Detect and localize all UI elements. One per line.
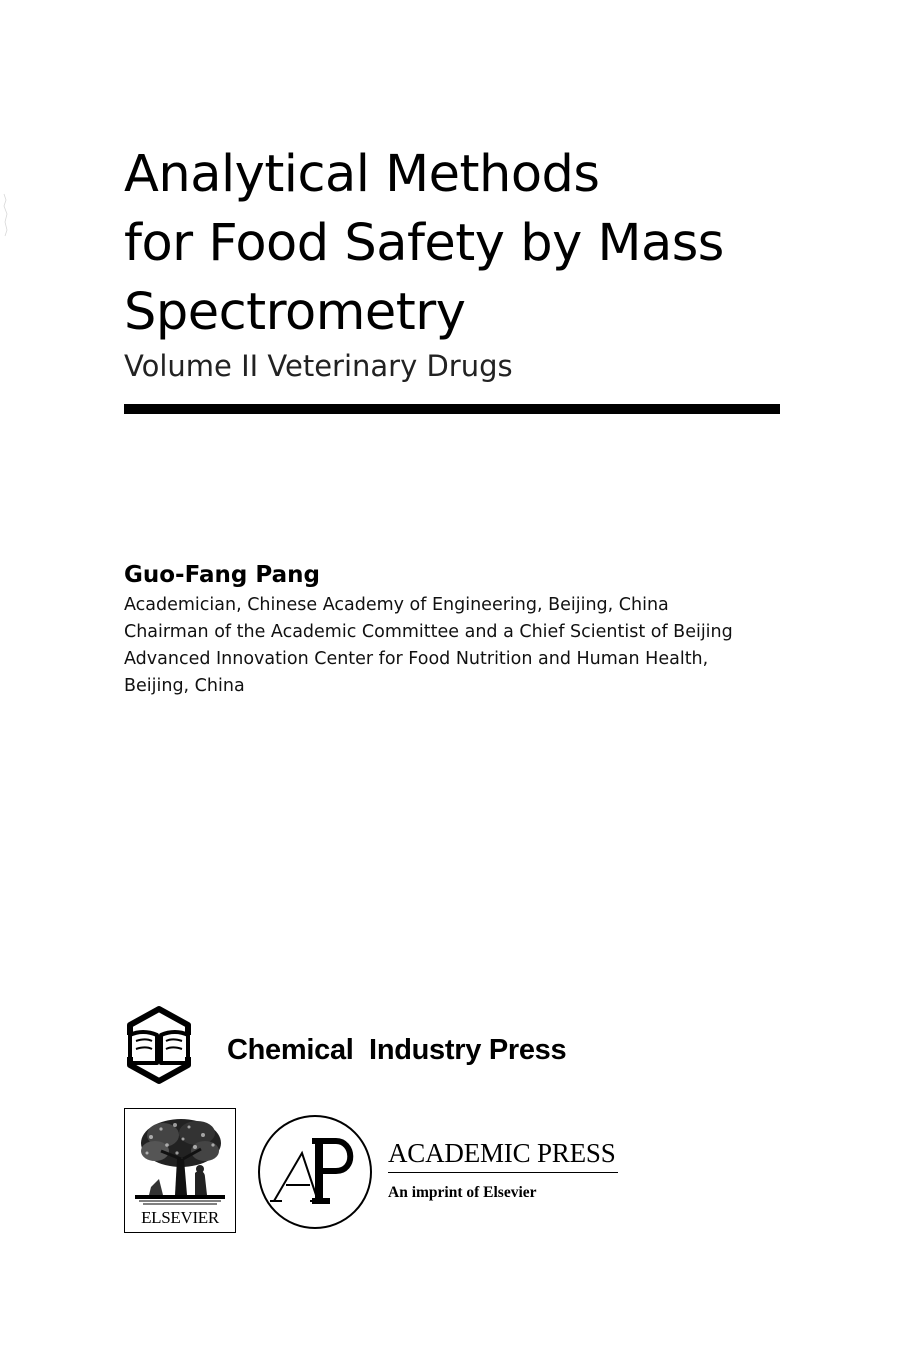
affiliation-line-4: Beijing, China (124, 676, 245, 696)
open-book-hexagon-icon (124, 1005, 194, 1085)
academic-press-name: ACADEMIC PRESS (388, 1138, 616, 1168)
book-title-line-1: Analytical Methods (124, 145, 600, 204)
book-title-line-2: for Food Safety by Mass (124, 214, 724, 273)
book-title-line-3: Spectrometry (124, 283, 466, 342)
elsevier-wordmark: ELSEVIER (141, 1208, 219, 1227)
tree-scholar-icon (131, 1115, 229, 1209)
affiliation-line-1: Academician, Chinese Academy of Engineering, Beijing, China (124, 595, 669, 615)
academic-press-divider (388, 1172, 618, 1173)
chemical-industry-press-name: Chemical Industry Press (227, 1034, 567, 1066)
academic-press-ap-icon (256, 1113, 374, 1231)
author-name: Guo-Fang Pang (124, 562, 320, 588)
book-subtitle: Volume II Veterinary Drugs (124, 349, 513, 383)
affiliation-line-2: Chairman of the Academic Committee and a Chief Scientist of Beijing (124, 622, 733, 642)
affiliation-line-3: Advanced Innovation Center for Food Nutrition and Human Health, (124, 649, 709, 669)
author-affiliation (124, 592, 804, 700)
academic-press-imprint: An imprint of Elsevier (388, 1184, 537, 1201)
edge-scan-mark (0, 190, 14, 240)
title-divider (124, 404, 780, 414)
book-title (124, 140, 824, 347)
elsevier-logo (124, 1108, 236, 1233)
